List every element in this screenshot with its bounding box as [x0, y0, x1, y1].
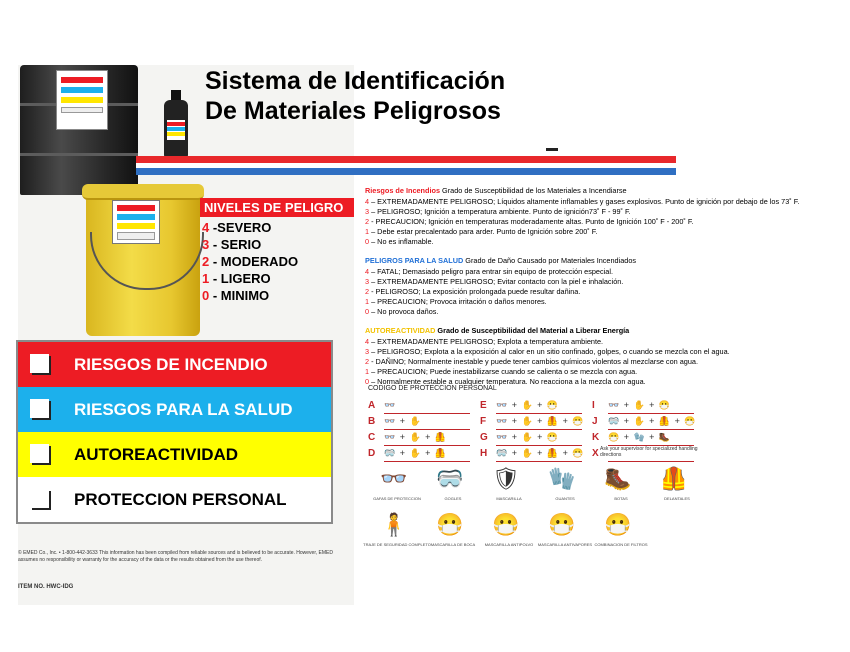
- autoreactividad-heading: AUTOREACTIVIDAD Grado de Susceptibilidad del Material a Liberar Energía: [365, 326, 630, 335]
- ppe-code-icons: 👓 + ✋ + 😷: [496, 400, 560, 410]
- bucket-hazard-label-image: [112, 200, 160, 244]
- ppe-code-icons: 🥽 + ✋ + 🦺: [384, 448, 448, 458]
- ppe-code-h: [480, 448, 585, 464]
- incendio-heading: Riesgos de Incendios Grado de Susceptibilidad de los Materiales a Incendiarse: [365, 186, 627, 195]
- equipment-icon: 🦺: [660, 466, 688, 491]
- ppe-code-icons: 🥽 + ✋ + 🦺 + 😷: [496, 448, 585, 458]
- auto-line-4: 4 – EXTREMADAMENTE PELIGROSO; Explota a temperatura ambiente.: [365, 337, 604, 346]
- item-number: ITEM NO. HWC-IDG: [18, 584, 74, 590]
- hazard-categories-panel: [16, 340, 333, 524]
- auto-line-0: 0 – Normalmente estable a cualquier temperatura. No reacciona a la mezcla con agua.: [365, 377, 646, 386]
- ppe-code-letter: C: [368, 432, 376, 443]
- auto-line-3: 3 – PELIGROSO; Explota a la exposición al calor en un sitio confinado, golpes, o cuando se mezcla con el agua.: [365, 347, 730, 356]
- equipment-caption: TRAJE DE SEGURIDAD COMPLETO: [363, 542, 431, 547]
- ppe-code-letter: H: [480, 448, 488, 459]
- salud-line-0: 0 – No provoca daños.: [365, 307, 439, 316]
- equipment-icon: 😷: [436, 512, 464, 537]
- copyright-footnote: © EMED Co., Inc. • 1-800-442-3633 This information has been compiled from reliable sources and is believed to be accurate. However, EMED assumes no responsibility or warranty for the accuracy of the data or the results obtained from the use thereof.: [18, 550, 333, 563]
- bottle-label-image: [167, 120, 185, 140]
- equipment-icon: 🧍: [380, 512, 408, 537]
- salud-line-2: 2 - PELIGROSO; La exposición prolongada puede resultar dañina.: [365, 287, 581, 296]
- ppe-code-i: [592, 400, 697, 416]
- ppe-code-f: [480, 416, 585, 432]
- ppe-code-icons: 👓: [384, 400, 397, 410]
- equipment-caption: MASCARILLA ANTIPOLVO: [484, 542, 534, 547]
- ppe-code-icons: 👓 + ✋: [384, 416, 422, 426]
- ppe-code-icons: 👓 + ✋ + 🦺 + 😷: [496, 416, 585, 426]
- equipment-icon: 👓: [380, 466, 408, 491]
- ppe-code-e: [480, 400, 585, 416]
- equipment-caption: DELANTALES: [664, 496, 690, 501]
- ppe-code-icons: 🥽 + ✋ + 🦺 + 😷: [608, 416, 697, 426]
- ppe-code-icons: 👓 + ✋ + 😷: [496, 432, 560, 442]
- red-stripe: [136, 156, 676, 163]
- incendio-line-4: 4 – EXTREMADAMENTE PELIGROSO; Líquidos altamente inflamables y gases explosivos. Punto de ignición por debajo de los 73˚ F.: [365, 197, 800, 206]
- category-salud: [18, 387, 331, 432]
- incendio-line-3: 3 – PELIGROSO; Ignición a temperatura ambiente. Punto de ignición73˚ F - 99˚ F.: [365, 207, 631, 216]
- blue-stripe: [136, 168, 676, 175]
- drum-hazard-label-image: [56, 70, 108, 130]
- equipment-icon: 🛡: [492, 466, 520, 491]
- equipment-caption: MASCARILLA: [496, 496, 522, 501]
- checkbox-icon: [30, 399, 49, 418]
- ppe-code-letter: X: [592, 448, 599, 459]
- equipment-icon: 🥽: [436, 466, 464, 491]
- salud-line-3: 3 – EXTREMADAMENTE PELIGROSO; Evitar contacto con la piel e inhalación.: [365, 277, 624, 286]
- equipment-icon: 😷: [548, 512, 576, 537]
- ppe-code-c: [368, 432, 473, 448]
- page-title-line-2: De Materiales Peligrosos: [205, 97, 501, 125]
- equipment-icon: 🧤: [548, 466, 576, 491]
- ppe-code-icons: 😷 + 🧤 + 🥾: [608, 432, 672, 442]
- ppe-note: Ask your supervisor for specialized handling directions: [600, 446, 698, 458]
- ppe-code-letter: A: [368, 400, 376, 411]
- category-autoreactividad: [18, 432, 331, 477]
- ppe-code-icons: 👓 + ✋ + 😷: [608, 400, 672, 410]
- auto-line-2: 2 - DAÑINO; Normalmente inestable y puede tener cambios químicos violentos al mezclarse con agua.: [365, 357, 698, 366]
- ppe-code-icons: 👓 + ✋ + 🦺: [384, 432, 448, 442]
- ppe-code-letter: D: [368, 448, 376, 459]
- ppe-code-g: [480, 432, 585, 448]
- ppe-code-letter: B: [368, 416, 376, 427]
- ppe-code-d: [368, 448, 473, 464]
- ppe-code-letter: E: [480, 400, 487, 411]
- bucket-rim: [82, 184, 204, 200]
- page-title-line-1: Sistema de Identificación: [205, 67, 506, 95]
- ppe-equipment-legend: [363, 466, 706, 556]
- salud-heading: PELIGROS PARA LA SALUD Grado de Daño Causado por Materiales Incendiados: [365, 256, 637, 265]
- ppe-code-letter: F: [480, 416, 487, 427]
- equipment-icon: 😷: [492, 512, 520, 537]
- checkbox-icon: [30, 444, 49, 463]
- ppe-code-letter: K: [592, 432, 600, 443]
- category-proteccion: [18, 477, 331, 522]
- codigo-heading: CODIGO DE PROTECCION PERSONAL: [368, 385, 497, 392]
- nivel-0: 0 - MINIMO: [202, 288, 270, 303]
- incendio-line-1: 1 – Debe estar precalentado para arder. Punto de Ignición sobre 200˚ F.: [365, 227, 598, 236]
- decorative-dash: [546, 148, 558, 151]
- incendio-line-2: 2 - PRECAUCION; Ignición en temperaturas moderadamente altas. Punto de Ignición 100˚ F - 200˚ F.: [365, 217, 694, 226]
- ppe-code-letter: G: [480, 432, 488, 443]
- ppe-code-a: [368, 400, 473, 416]
- nivel-4: 4 -SEVERO: [202, 220, 272, 235]
- nivel-2: 2 - MODERADO: [202, 254, 299, 269]
- equipment-caption: GOGLES: [444, 496, 462, 501]
- ppe-code-letter: J: [592, 416, 598, 427]
- equipment-icon: 😷: [604, 512, 632, 537]
- equipment-caption: COMBINACION DE FILTROS: [594, 542, 648, 547]
- equipment-caption: MASCARILLA DE BOCA: [430, 542, 476, 547]
- nivel-3: 3 - SERIO: [202, 237, 262, 252]
- equipment-caption: GUANTES: [555, 496, 575, 501]
- checkbox-icon: [30, 489, 49, 508]
- niveles-heading: NIVELES DE PELIGRO: [200, 198, 354, 217]
- category-label: AUTOREACTIVIDAD: [74, 445, 239, 464]
- ppe-code-b: [368, 416, 473, 432]
- salud-line-1: 1 – PRECAUCION; Provoca irritación o daños menores.: [365, 297, 547, 306]
- equipment-caption: BOTAS: [614, 496, 628, 501]
- ppe-code-j: [592, 416, 697, 432]
- equipment-caption: GAFAS DE PROTECCION: [373, 496, 421, 501]
- checkbox-icon: [30, 354, 49, 373]
- nivel-1: 1 - LIGERO: [202, 271, 271, 286]
- incendio-line-0: 0 – No es inflamable.: [365, 237, 434, 246]
- ppe-code-letter: I: [592, 400, 595, 411]
- category-label: RIESGOS DE INCENDIO: [74, 355, 268, 374]
- category-label: RIESGOS PARA LA SALUD: [74, 400, 293, 419]
- salud-line-4: 4 – FATAL; Demasiado peligro para entrar sin equipo de protección especial.: [365, 267, 613, 276]
- category-label: PROTECCION PERSONAL: [74, 490, 287, 509]
- equipment-caption: MASCARILLA ANTIVAPORES: [537, 542, 593, 547]
- equipment-icon: 🥾: [604, 466, 632, 491]
- category-incendio: [18, 342, 331, 387]
- auto-line-1: 1 – PRECAUCION; Puede inestabilizarse cuando se calienta o se mezcla con agua.: [365, 367, 638, 376]
